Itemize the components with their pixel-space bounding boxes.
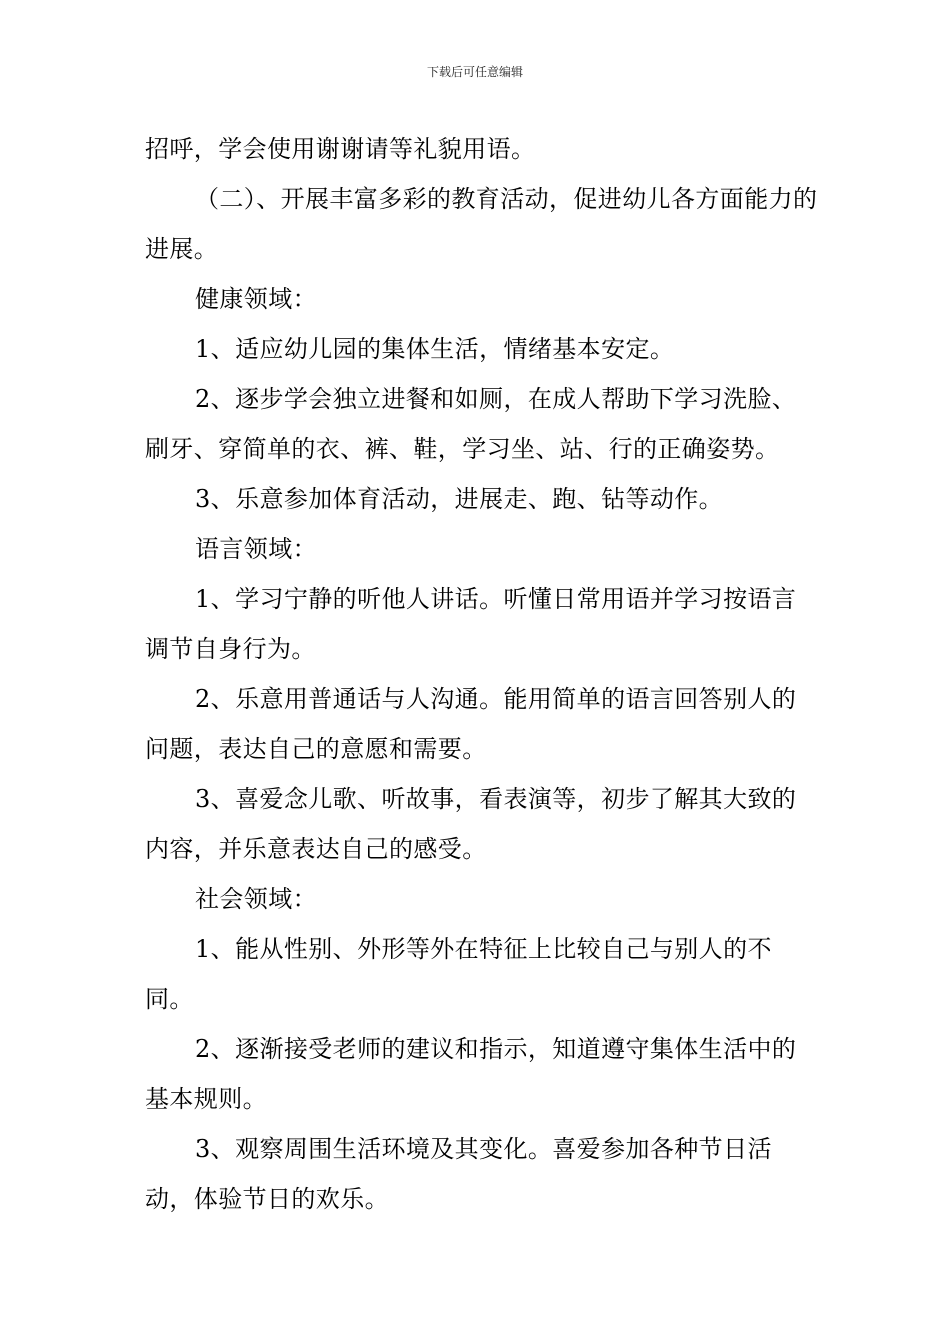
list-item: 1、学习宁静的听他人讲话。听懂日常用语并学习按语言调节自身行为。 xyxy=(145,585,797,663)
list-item: 2、逐渐接受老师的建议和指示，知道遵守集体生活中的基本规则。 xyxy=(145,1035,797,1113)
paragraph: （二）、开展丰富多彩的教育活动，促进幼儿各方面能力的进展。 xyxy=(145,185,818,263)
section-heading-health: 健康领域： xyxy=(195,285,317,313)
list-item: 2、逐步学会独立进餐和如厕，在成人帮助下学习洗脸、刷牙、穿简单的衣、裤、鞋，学习坐、站、行的正确姿势。 xyxy=(145,385,797,463)
section-heading-language: 语言领域： xyxy=(195,535,317,563)
list-item: 1、能从性别、外形等外在特征上比较自己与别人的不同。 xyxy=(145,935,772,1013)
document-body xyxy=(145,124,820,1224)
list-item: 3、喜爱念儿歌、听故事，看表演等，初步了解其大致的内容，并乐意表达自己的感受。 xyxy=(145,785,797,863)
paragraph: 招呼，学会使用谢谢请等礼貌用语。 xyxy=(145,135,536,163)
section-heading-social: 社会领域： xyxy=(195,885,317,913)
list-item: 3、乐意参加体育活动，进展走、跑、钻等动作。 xyxy=(195,485,724,513)
list-item: 1、适应幼儿园的集体生活，情绪基本安定。 xyxy=(195,335,675,363)
list-item: 3、观察周围生活环境及其变化。喜爱参加各种节日活动，体验节日的欢乐。 xyxy=(145,1135,772,1213)
list-item: 2、乐意用普通话与人沟通。能用简单的语言回答别人的问题，表达自己的意愿和需要。 xyxy=(145,685,797,763)
page-header: 下载后可任意编辑 xyxy=(426,65,523,79)
